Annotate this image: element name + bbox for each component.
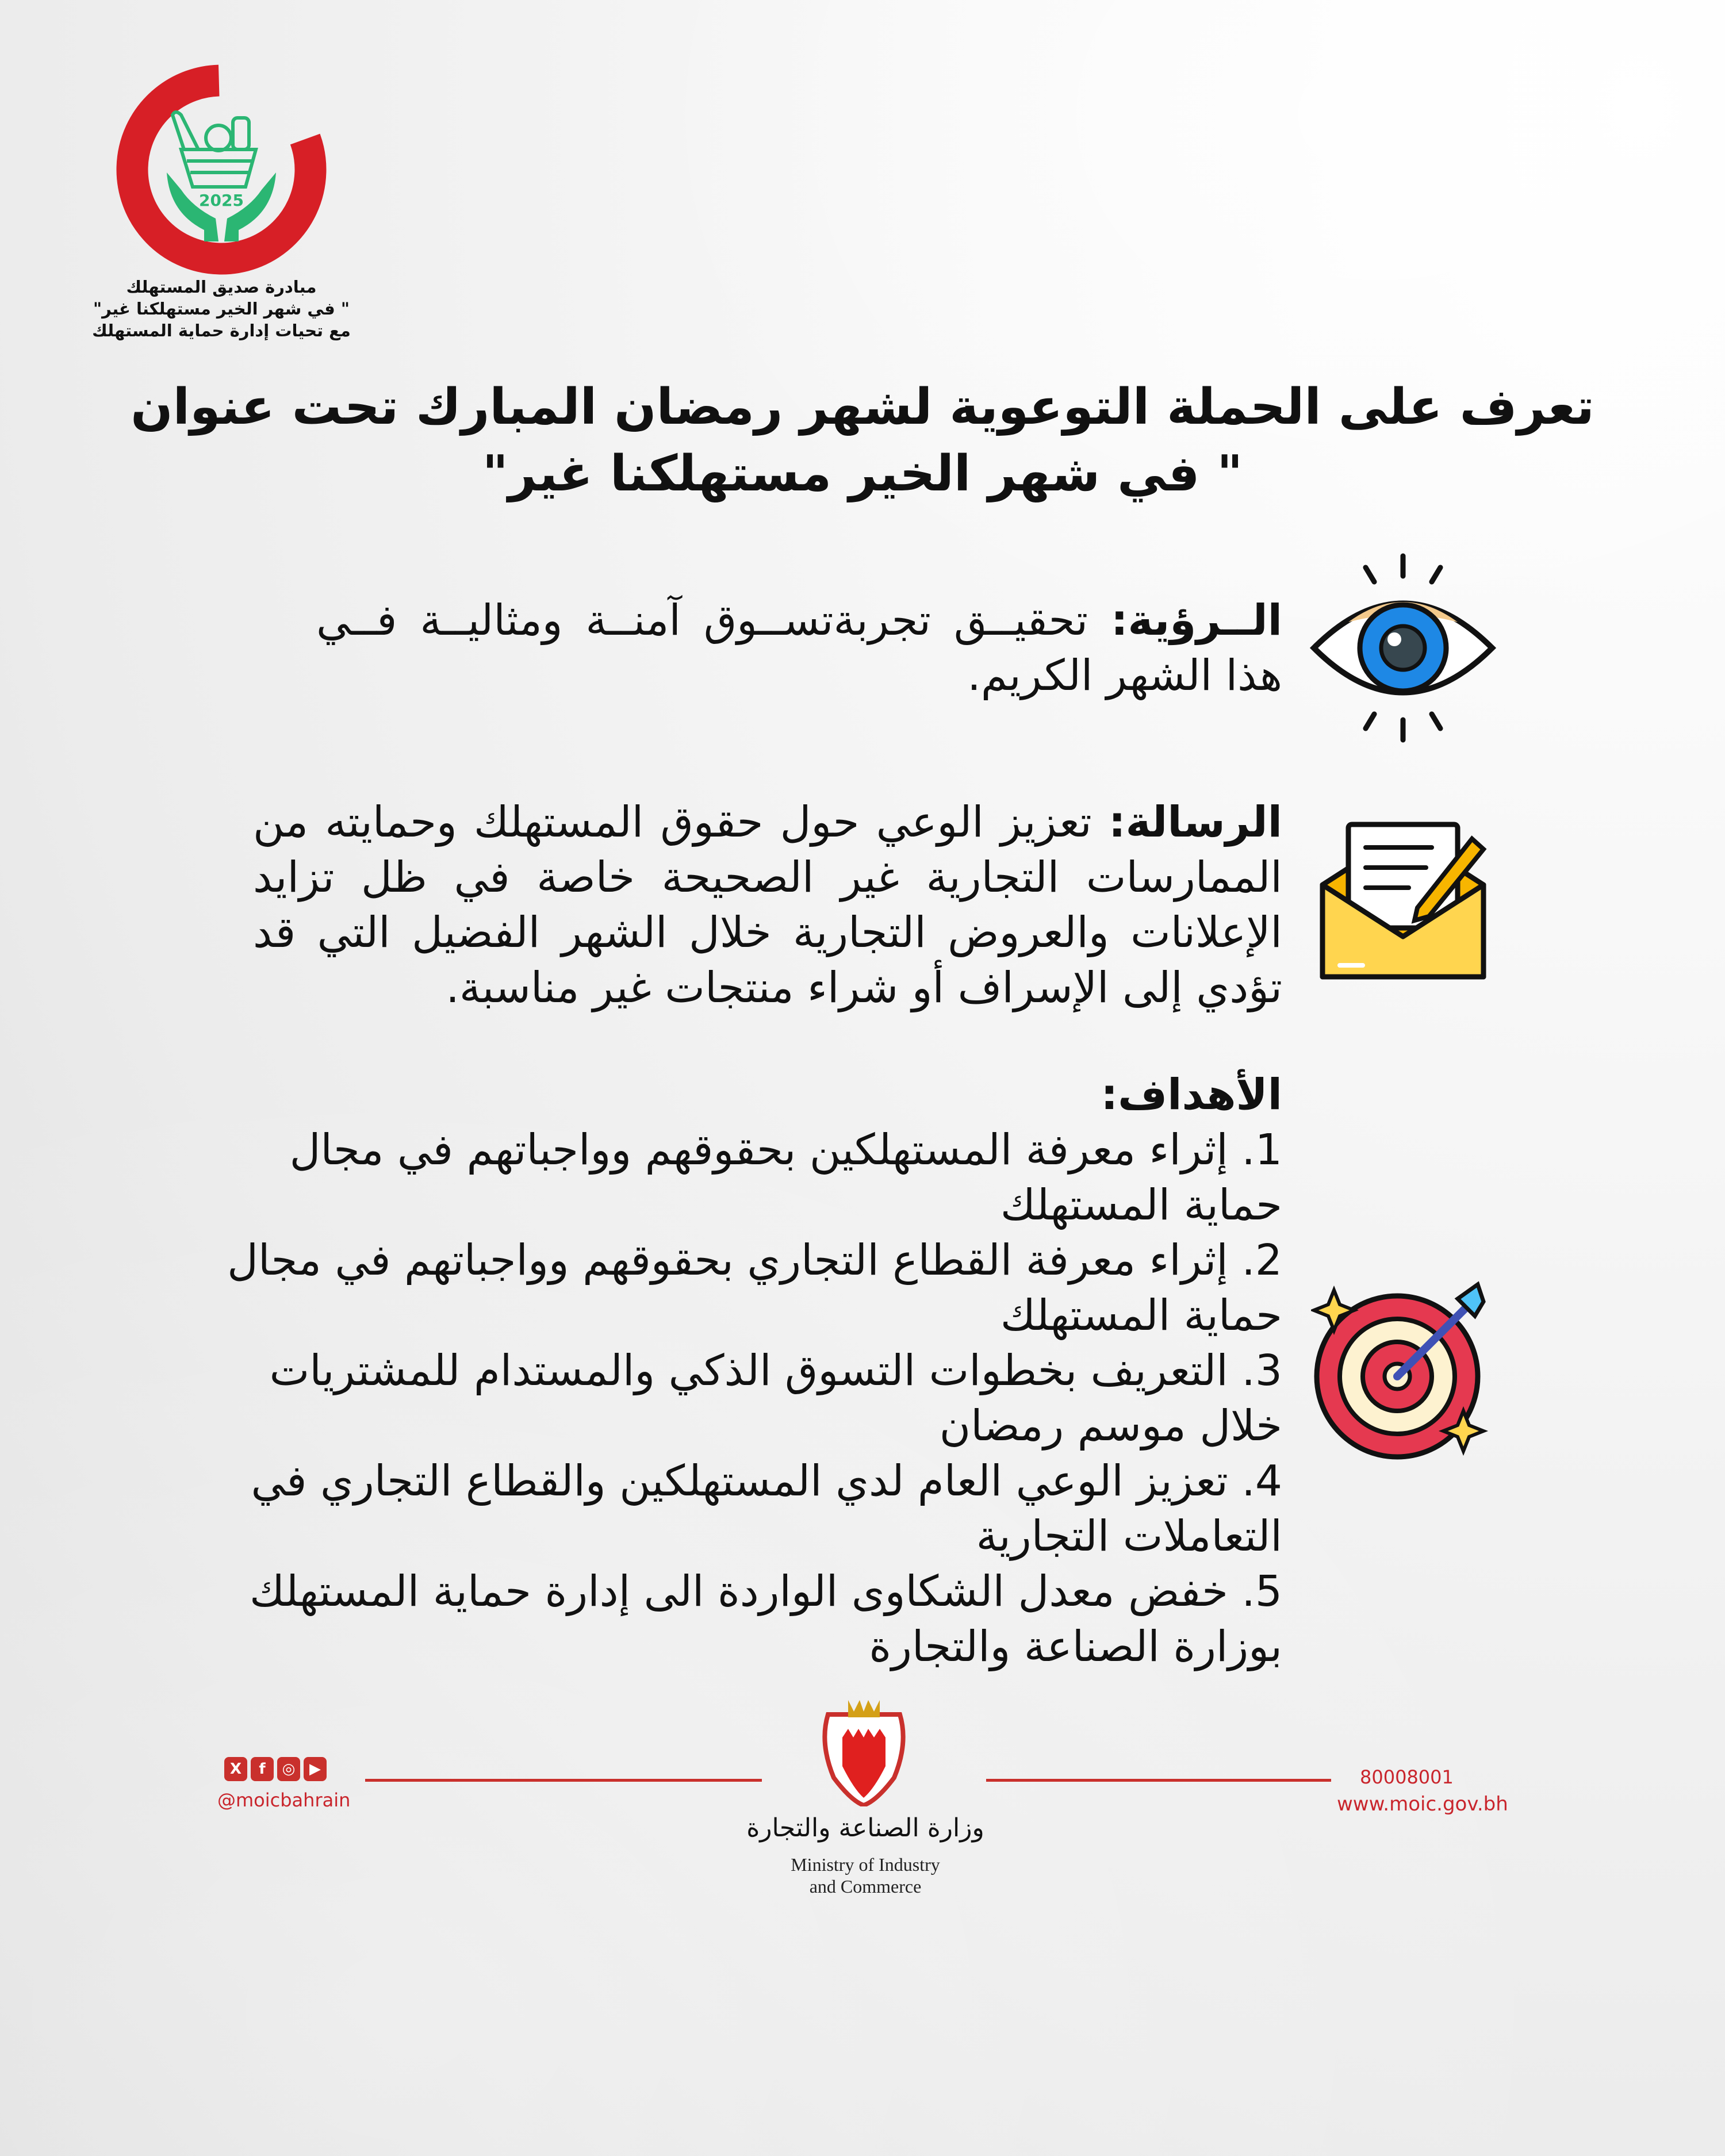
goal-item: 2. إثراء معرفة القطاع التجاري بحقوقهم وواجباتهم في مجال حماية المستهلك	[227, 1236, 1282, 1340]
ministry-en-line: Ministry of Industry	[791, 1854, 940, 1875]
goal-item: 1. إثراء معرفة المستهلكين بحقوقهم وواجباتهم في مجال حماية المستهلك	[289, 1125, 1282, 1230]
vision-row	[201, 553, 1524, 743]
social-icons	[224, 1757, 327, 1781]
instagram-icon[interactable]: ◎	[277, 1757, 300, 1781]
goals-section	[201, 1067, 1282, 1674]
goal-item: 3. التعريف بخطوات التسوق الذكي والمستدام للمشتريات خلال موسم رمضان	[269, 1346, 1282, 1451]
phone-number: 80008001	[1360, 1766, 1454, 1788]
ministry-name-arabic: وزارة الصناعة والتجارة	[746, 1813, 984, 1843]
ministry-en-line: and Commerce	[809, 1876, 922, 1897]
logo-year: 2025	[199, 191, 244, 210]
goals-heading: الأهداف:	[1101, 1070, 1282, 1119]
x-icon[interactable]: X	[224, 1757, 247, 1781]
page-title	[115, 374, 1610, 507]
goals-row	[201, 1067, 1524, 1674]
website-link[interactable]: www.moic.gov.bh	[1337, 1793, 1508, 1816]
title-line-1: تعرف على الحملة التوعوية لشهر رمضان المبارك تحت عنوان	[131, 378, 1594, 436]
social-handle[interactable]: @moicbahrain	[217, 1789, 351, 1811]
mission-label: الرسالة:	[1109, 797, 1282, 847]
logo-caption-line: مبادرة صديق المستهلك	[126, 277, 317, 297]
divider-left	[365, 1779, 762, 1782]
ministry-name-english	[747, 1854, 983, 1897]
youtube-icon[interactable]: ▶	[304, 1757, 327, 1781]
facebook-icon[interactable]: f	[251, 1757, 274, 1781]
mission-row	[201, 795, 1524, 1015]
footer	[0, 1697, 1725, 1939]
vision-text: تحقيــق تجربةتســوق آمنــة ومثاليــة فــي هذا الشهر الكريم.	[316, 596, 1282, 700]
vision-section	[201, 593, 1282, 703]
mission-text: تعزيز الوعي حول حقوق المستهلك وحمايته من الممارسات التجارية غير الصحيحة خاصة في ظل تزايد الإعلانات والعروض التجارية خلال الشهر الفضيل التي قد تؤدي إلى الإسراف أو شراء منتجات غير مناسبة.	[253, 797, 1282, 1012]
target-icon	[1311, 1279, 1495, 1463]
mission-section	[201, 795, 1282, 1015]
logo-caption-line: مع تحيات إدارة حماية المستهلك	[92, 321, 351, 340]
vision-label: الــرؤية:	[1110, 596, 1282, 645]
goal-item: 4. تعزيز الوعي العام لدي المستهلكين والقطاع التجاري في التعاملات التجارية	[251, 1456, 1282, 1561]
goal-item: 5. خفض معدل الشكاوى الواردة الى إدارة حماية المستهلك بوزارة الصناعة والتجارة	[249, 1567, 1282, 1671]
envelope-letter-icon	[1317, 822, 1489, 988]
bahrain-coat-of-arms	[816, 1697, 911, 1806]
eye-icon	[1308, 553, 1498, 743]
divider-right	[986, 1779, 1331, 1782]
title-line-2: " في شهر الخير مستهلكنا غير"	[482, 445, 1243, 502]
logo-caption-line: " في شهر الخير مستهلكنا غير"	[93, 299, 350, 319]
